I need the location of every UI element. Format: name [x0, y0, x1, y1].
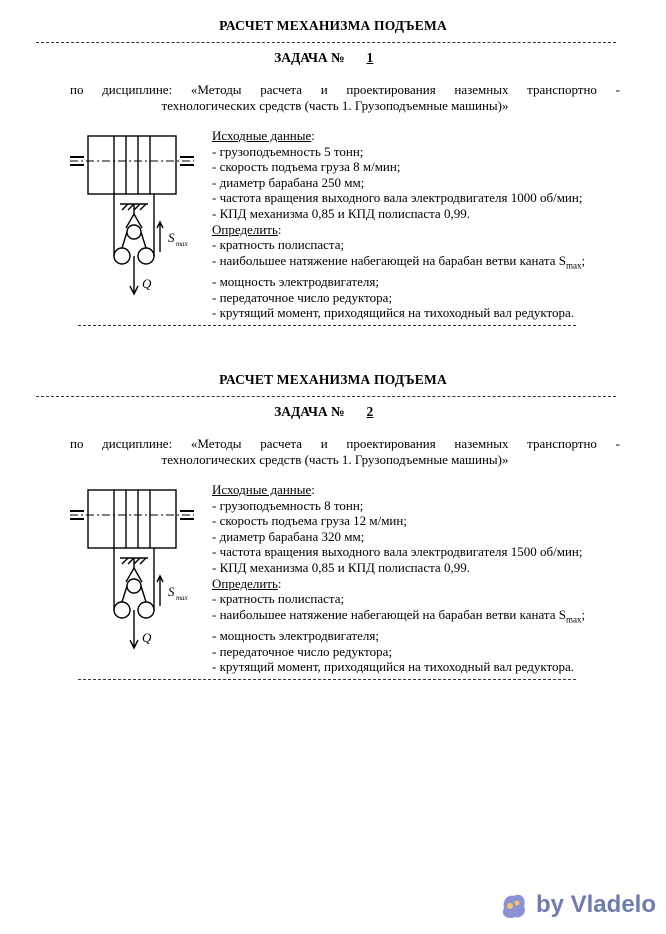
- task2-determine-item: - крутящий момент, приходящийся на тихоходный вал редуктора.: [212, 659, 575, 675]
- vladelo-logo-icon: [496, 888, 530, 922]
- task2-discipline-line2: технологических средств (часть 1. Грузоподъемные машины)»: [161, 452, 509, 467]
- task1-determine-item: - кратность полиспаста;: [212, 237, 345, 253]
- task1-determine-header: Определить: [212, 221, 278, 237]
- pulley-block-icon: [114, 548, 163, 648]
- task1-given-item: - грузоподъемность 5 тонн;: [212, 143, 364, 159]
- diagram-s-sub: max: [176, 594, 188, 602]
- task1-top-divider: [36, 42, 616, 43]
- task1-determine-item: - мощность электродвигателя;: [212, 273, 379, 289]
- task1-given-header: Исходные данные: [212, 128, 312, 143]
- task1-discipline-line1: по дисциплине: «Методы расчета и проектирования наземных транспортно -: [70, 82, 620, 97]
- task1-given-item: - частота вращения выходного вала электродвигателя 1000 об/мин;: [212, 190, 583, 206]
- task2-discipline-line1: по дисциплине: «Методы расчета и проектирования наземных транспортно -: [70, 436, 620, 451]
- task2-heading: РАСЧЕТ МЕХАНИЗМА ПОДЪЕМА: [219, 372, 447, 387]
- task2-determine-header: Определить: [212, 575, 278, 591]
- task1-number-line: [0, 50, 666, 66]
- diagram-s-label: S: [168, 230, 175, 245]
- task1-number: 1: [366, 50, 374, 65]
- task2-given-item: - скорость подъема груза 12 м/мин;: [212, 513, 407, 529]
- task2-given-item: - КПД механизма 0,85 и КПД полиспаста 0,99.: [212, 559, 470, 575]
- drum-icon: [70, 136, 194, 194]
- task1-given-item: - КПД механизма 0,85 и КПД полиспаста 0,99.: [212, 205, 470, 221]
- task2-determine-item: - мощность электродвигателя;: [212, 627, 379, 643]
- task2-number-line: [0, 404, 666, 420]
- task2-given-item: - диаметр барабана 320 мм;: [212, 528, 365, 544]
- drum-icon: [70, 490, 194, 548]
- task1-determine-item: - передаточное число редуктора;: [212, 289, 393, 305]
- task1-label: ЗАДАЧА №: [274, 50, 345, 65]
- task1-info: Исходные данные: - грузоподъемность 5 тонн; - скорость подъема груза 8 м/мин; - диаметр барабана 250 мм; - частота вращения выходного вала электродвигателя 1000 об/мин; - КПД механизма 0,85 и КПД полиспаста 0,99. Определить: - кратность полиспаста; - наибольшее натяжение набегающей на барабан ветви каната $S_{max}$; - мощность электродвигателя; - передаточное число редуктора; - крутящий момент, приходящийся на тихоходный вал редуктора.: [212, 128, 622, 321]
- pulley-block-icon: [114, 194, 163, 294]
- task1-bottom-divider: [78, 325, 576, 326]
- task2-determine-item: - кратность полиспаста;: [212, 591, 345, 607]
- task1-determine-item-smax: - наибольшее натяжение набегающей на барабан ветви каната $S_{max}$;: [212, 252, 586, 271]
- task2-label: ЗАДАЧА №: [274, 404, 345, 419]
- watermark: [496, 888, 656, 922]
- task1-hoist-diagram: [66, 128, 206, 308]
- diagram-s-label: S: [168, 584, 175, 599]
- task2-given-item: - грузоподъемность 8 тонн;: [212, 497, 364, 513]
- diagram-q-label: Q: [142, 630, 152, 645]
- task2-given-item: - частота вращения выходного вала электродвигателя 1500 об/мин;: [212, 544, 583, 560]
- task1-discipline: [70, 82, 620, 114]
- task1-discipline-line2: технологических средств (часть 1. Грузоподъемные машины)»: [161, 98, 509, 113]
- task2-given-header: Исходные данные: [212, 482, 312, 497]
- task2-bottom-divider: [78, 679, 576, 680]
- task1-given-item: - скорость подъема груза 8 м/мин;: [212, 159, 401, 175]
- task1-determine-item: - крутящий момент, приходящийся на тихоходный вал редуктора.: [212, 305, 575, 321]
- task1-heading: РАСЧЕТ МЕХАНИЗМА ПОДЪЕМА: [219, 18, 447, 33]
- task2-discipline: [70, 436, 620, 468]
- watermark-text: by Vladelo: [535, 891, 656, 918]
- task2-determine-item-smax: - наибольшее натяжение набегающей на барабан ветви каната $S_{max}$;: [212, 606, 586, 625]
- diagram-s-sub: max: [176, 240, 188, 248]
- diagram-q-label: Q: [142, 276, 152, 291]
- task2-number: 2: [366, 404, 374, 419]
- task2-hoist-diagram: [66, 482, 206, 662]
- task2-info: Исходные данные: - грузоподъемность 8 тонн; - скорость подъема груза 12 м/мин; - диаметр барабана 320 мм; - частота вращения выходного вала электродвигателя 1500 об/мин; - КПД механизма 0,85 и КПД полиспаста 0,99. Определить: - кратность полиспаста; - наибольшее натяжение набегающей на барабан ветви каната $S_{max}$; - мощность электродвигателя; - передаточное число редуктора; - крутящий момент, приходящийся на тихоходный вал редуктора.: [212, 482, 622, 675]
- task2-top-divider: [36, 396, 616, 397]
- task1-given-item: - диаметр барабана 250 мм;: [212, 174, 365, 190]
- task2-determine-item: - передаточное число редуктора;: [212, 643, 393, 659]
